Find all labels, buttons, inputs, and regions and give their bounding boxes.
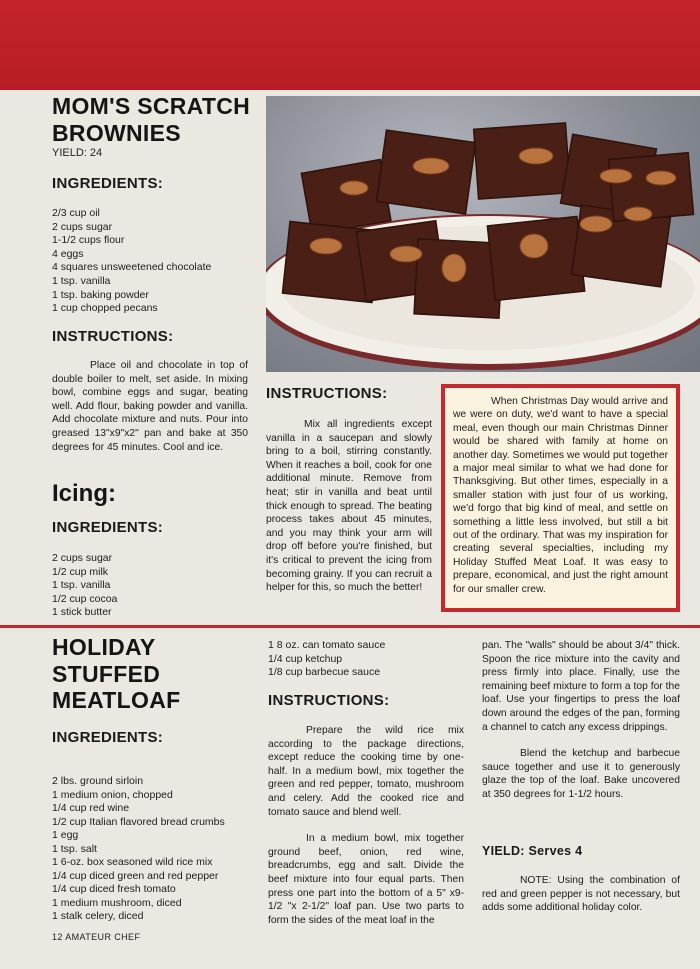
ingredient-item: 1 stalk celery, diced: [52, 910, 144, 922]
ingredient-item: 4 squares unsweetened chocolate: [52, 261, 212, 274]
ingredient-item: 4 eggs: [52, 247, 84, 260]
meatloaf-yield: YIELD: Serves 4: [482, 844, 583, 858]
meatloaf-instructions-p2: In a medium bowl, mix together ground beef, onion, red wine, breadcrumbs, egg and salt. Divide the beef mixture into four equal parts. Then press one part into the bottom of a 5" x9-1/2 "x 2-1/2" loaf pan. Use two parts to form the sides of the meat loaf in the: [268, 833, 464, 926]
brownies-title-line2: BROWNIES: [52, 120, 181, 146]
ingredient-item: 1/2 cup milk: [52, 565, 109, 578]
brownies-on-platter-image: [266, 96, 700, 372]
brownies-photo: [266, 96, 700, 372]
ingredient-item: 1 6-oz. box seasoned wild rice mix: [52, 856, 213, 868]
ingredient-item: 1 tsp. salt: [52, 842, 97, 855]
ingredient-item: 1 tsp. vanilla: [52, 579, 111, 592]
christmas-story-box: [441, 384, 680, 612]
ingredient-item: 1/4 cup red wine: [52, 802, 130, 814]
ingredient-item: 1/4 cup ketchup: [268, 652, 343, 665]
ingredient-item: 1 stick butter: [52, 606, 112, 619]
brownies-instructions-text: Place oil and chocolate in top of double boiler to melt, set aside. In mixing bowl, combine eggs and sugar, beating well. Add flour, baking powder and vanilla. Add chocolate mixture and nuts. Pour into greased 13"x9"x2" pan and bake at 350 degrees for 45 minutes. Cool and ice.: [52, 360, 248, 453]
ingredient-item: 1 8 oz. can tomato sauce: [268, 639, 386, 651]
ingredient-item: 1 tsp. vanilla: [52, 274, 111, 287]
meatloaf-instructions-p4: Blend the ketchup and barbecue sauce together and use it to generously glaze the top of the loaf. Bake uncovered at 350 degrees for 1-1/2 hours.: [482, 748, 680, 800]
meatloaf-ingredient-list-continued: [268, 639, 385, 680]
brownies-title-line1: MOM'S SCRATCH: [52, 93, 251, 119]
page-footer: 12 AMATEUR CHEF: [52, 932, 141, 942]
ingredient-item: 1 egg: [52, 829, 79, 841]
ingredient-item: 1-1/2 cups flour: [52, 234, 125, 247]
brownies-yield: YIELD: 24: [52, 147, 103, 159]
ingredient-item: 1/4 cup diced green and red pepper: [52, 869, 219, 882]
brownies-title: [52, 93, 250, 147]
meatloaf-instructions-col2: [482, 639, 680, 802]
meatloaf-title-line2: STUFFED: [52, 660, 161, 687]
ingredient-item: 1/2 cup cocoa: [52, 592, 118, 605]
ingredient-item: 1/4 cup diced fresh tomato: [52, 883, 176, 895]
icing-title: Icing:: [52, 480, 116, 507]
meatloaf-ingredients-heading: INGREDIENTS:: [52, 729, 164, 746]
ingredient-item: 2/3 cup oil: [52, 207, 100, 219]
ingredient-item: 2 lbs. ground sirloin: [52, 775, 144, 787]
meatloaf-title-line3: MEATLOAF: [52, 687, 181, 713]
brownies-instructions-heading: INSTRUCTIONS:: [52, 328, 174, 345]
meatloaf-instructions-heading: INSTRUCTIONS:: [268, 692, 390, 709]
meatloaf-ingredient-list: [52, 775, 225, 924]
brownies-ingredient-list: [52, 207, 211, 316]
meatloaf-title-line1: HOLIDAY: [52, 634, 156, 660]
ingredient-item: 1/2 cup Italian flavored bread crumbs: [52, 815, 225, 828]
christmas-story-text: When Christmas Day would arrive and we were on duty, we'd want to have a special meal, even though our main Christmas Dinner would be shared with family at home on another day. Sometimes we would put together a major meal similar to what we had done for Thanksgiving. But other times, especially in a smaller station with just four of us working, we'd forgo that big kind of meal, and settle on something a little less involved, but still a bit out of the ordinary. That was my inspiration for creating several specialties, including my Holiday Stuffed Meat Loaf. It was easy to prepare, economical, and just the right amount for our smaller crew.: [453, 396, 668, 595]
ingredient-item: 2 cups sugar: [52, 220, 113, 233]
section-divider: [0, 625, 700, 628]
icing-ingredients-heading: INGREDIENTS:: [52, 519, 164, 536]
meatloaf-instructions-p1: Prepare the wild rice mix according to the package directions, except reduce the cooking time by one-half. In a medium bowl, mix together the green and red pepper, tomato, mushroom and celery. Add the cooked rice and tomato sauce and blend well.: [268, 725, 464, 818]
ingredient-item: 1 medium onion, chopped: [52, 788, 173, 801]
icing-ingredient-list: [52, 552, 117, 620]
ingredient-item: 1/8 cup barbecue sauce: [268, 666, 381, 678]
meatloaf-title: [52, 634, 180, 714]
icing-instructions-text: Mix all ingredients except vanilla in a saucepan and slowly bring to a boil, stirring constantly. When it reaches a boil, cook for one additional minute. Remove from heat; stir in vanilla and beat until thick enough to spread. The beating process takes about 45 minutes, and you may think your arm will drop off before you're finished, but it's critical to prevent the icing from becoming grainy. If you can recruit a helper for this, so much the better!: [266, 419, 432, 594]
ingredient-item: 1 cup chopped pecans: [52, 302, 158, 315]
brownies-ingredients-heading: INGREDIENTS:: [52, 175, 164, 192]
meatloaf-instructions-p3: pan. The "walls" should be about 3/4" thick. Spoon the rice mixture into the cavity and press firmly into place. Finally, use the remaining beef mixture to form a top for the loaf. Use your fingertips to press the loaf down around the edges of the pan, forming a channel to catch any excess drippings.: [482, 640, 680, 733]
top-color-band: [0, 0, 700, 90]
ingredient-item: 1 medium mushroom, diced: [52, 896, 182, 909]
icing-instructions-heading: INSTRUCTIONS:: [266, 385, 388, 402]
meatloaf-note: NOTE: Using the combination of red and green pepper is not necessary, but adds some additional holiday color.: [482, 875, 680, 914]
ingredient-item: 2 cups sugar: [52, 552, 113, 564]
ingredient-item: 1 tsp. baking powder: [52, 288, 149, 301]
meatloaf-instructions-col1: [268, 724, 464, 927]
